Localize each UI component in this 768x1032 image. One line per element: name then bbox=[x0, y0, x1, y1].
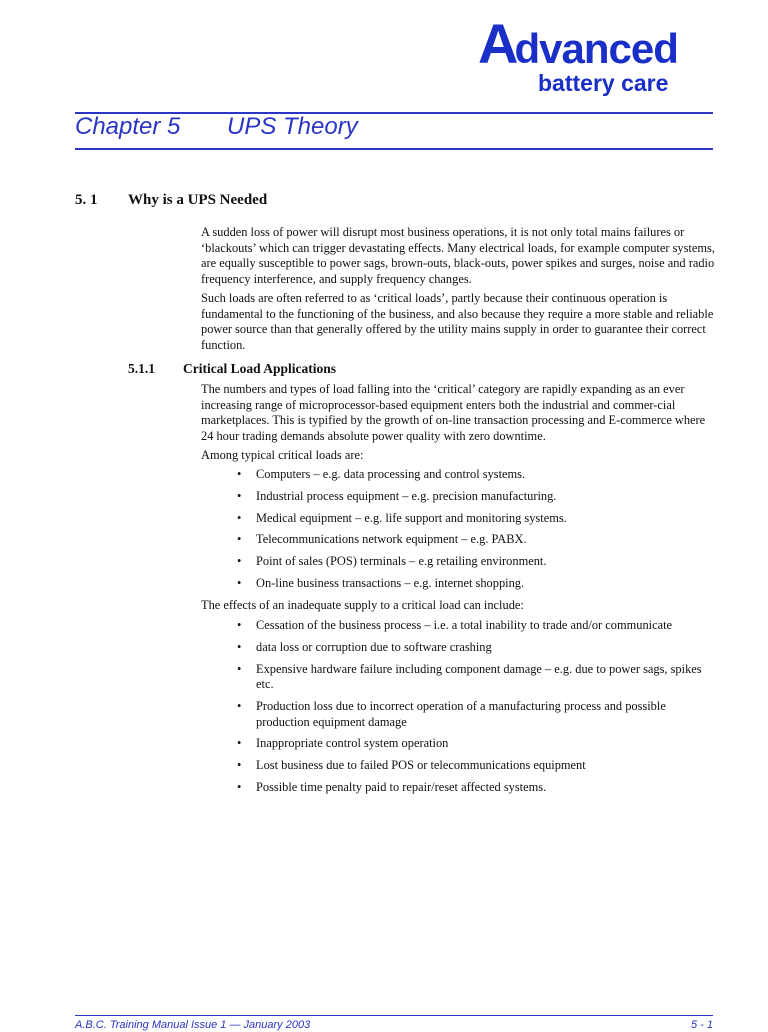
chapter-heading bbox=[75, 110, 358, 144]
page-number: 5 - 1 bbox=[690, 1019, 713, 1031]
list-item: • Possible time penalty paid to repair/reset affected systems. bbox=[201, 780, 715, 796]
subsection-title: Critical Load Applications bbox=[183, 361, 337, 376]
section-title: Why is a UPS Needed bbox=[128, 192, 268, 208]
list-item: • Lost business due to failed POS or telecommunications equipment bbox=[201, 758, 715, 774]
inadequate-supply-effects-list bbox=[201, 618, 715, 802]
footer-rule bbox=[75, 1015, 713, 1016]
subsection-intro: The numbers and types of load falling into the ‘critical’ category are rapidly expanding as an ever increasing range of microprocessor-based equipment enters both the industrial and commer-cial marketplaces. This is typified by the growth of on-line transaction processing and E-commerce where 24 hour trading demands absolute power quality with zero downtime. bbox=[201, 382, 706, 443]
subsection-number: 5.1.1 bbox=[128, 361, 155, 376]
company-logo bbox=[478, 12, 726, 100]
list-item: • Point of sales (POS) terminals – e.g retailing environment. bbox=[201, 554, 715, 570]
list-item: • data loss or corruption due to software crashing bbox=[201, 640, 715, 656]
footer-left-text: A.B.C. Training Manual Issue 1 — January 2003 bbox=[75, 1019, 311, 1031]
list-item: • On-line business transactions – e.g. internet shopping. bbox=[201, 576, 715, 592]
header-rule-bottom bbox=[75, 148, 713, 150]
page-footer bbox=[75, 1018, 713, 1032]
section-number: 5. 1 bbox=[75, 192, 98, 208]
logo-advanced-text: Advanced bbox=[478, 12, 678, 75]
list-item: • Medical equipment – e.g. life support and monitoring systems. bbox=[201, 511, 715, 527]
list-item: • Production loss due to incorrect operation of a manufacturing process and possible production equipment damage bbox=[201, 699, 715, 730]
critical-loads-list bbox=[201, 467, 715, 598]
list-item: • Computers – e.g. data processing and control systems. bbox=[201, 467, 715, 483]
list2-intro: The effects of an inadequate supply to a critical load can include: bbox=[201, 598, 524, 612]
list-item: • Telecommunications network equipment – e.g. PABX. bbox=[201, 532, 715, 548]
list1-intro: Among typical critical loads are: bbox=[201, 448, 364, 462]
section-paragraph-1: A sudden loss of power will disrupt most business operations, it is not only total mains failures or ‘blackouts’ which can trigger devastating effects. Many electrical loads, for example computer systems, are equally susceptible to power sags, brown-outs, black-outs, power spikes and surges, noise and radio frequency interference, and supply frequency changes. bbox=[201, 225, 715, 286]
chapter-label: Chapter 5 bbox=[75, 113, 181, 140]
list-item: • Industrial process equipment – e.g. precision manufacturing. bbox=[201, 489, 715, 505]
list-item: • Expensive hardware failure including component damage – e.g. due to power sags, spikes etc. bbox=[201, 662, 715, 693]
chapter-title: UPS Theory bbox=[227, 113, 358, 140]
logo-battery-care-text: battery care bbox=[538, 70, 669, 96]
list-item: • Inappropriate control system operation bbox=[201, 736, 715, 752]
list-item: • Cessation of the business process – i.e. a total inability to trade and/or communicate bbox=[201, 618, 715, 634]
section-paragraph-2: Such loads are often referred to as ‘critical loads’, partly because their continuous operation is fundamental to the functioning of the business, and also because they require a more stable and reliable power source than that generally offered by the utility mains supply in order to guarantee their correct function. bbox=[201, 291, 714, 352]
